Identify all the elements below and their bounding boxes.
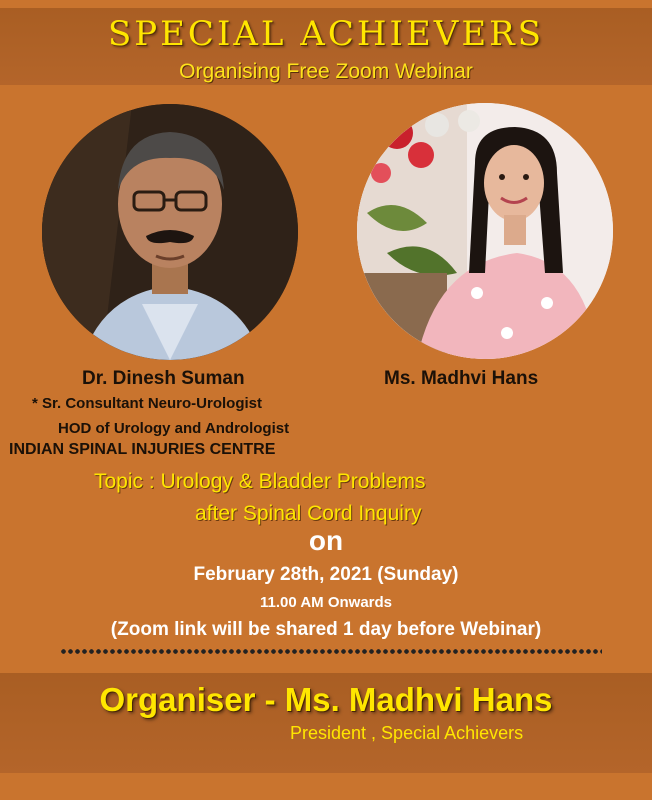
speaker-credential: INDIAN SPINAL INJURIES CENTRE (9, 441, 276, 458)
page-title: SPECIAL ACHIEVERS (107, 14, 545, 54)
dotted-divider (60, 648, 602, 655)
speaker-name-dinesh-suman: Dr. Dinesh Suman (82, 368, 245, 389)
speaker-name-madhvi-hans: Ms. Madhvi Hans (384, 368, 539, 389)
topic-line: Topic : Urology & Bladder Problems (94, 470, 426, 493)
organiser-role: President , Special Achievers (290, 723, 524, 743)
on-label: on (308, 525, 344, 556)
organiser-line: Organiser - Ms. Madhvi Hans (99, 681, 553, 718)
speaker-photo-madhvi-hans (357, 103, 613, 359)
speaker-credential: HOD of Urology and Andrologist (58, 420, 290, 437)
speaker-photo-dinesh-suman (42, 104, 298, 360)
zoom-link-note: (Zoom link will be shared 1 day before Webinar) (110, 619, 542, 640)
speaker-credential: * Sr. Consultant Neuro-Urologist (32, 395, 263, 412)
page-subtitle: Organising Free Zoom Webinar (179, 60, 473, 83)
event-date: February 28th, 2021 (Sunday) (193, 564, 459, 585)
event-time: 11.00 AM Onwards (260, 594, 392, 611)
topic-line: after Spinal Cord Inquiry (195, 502, 422, 525)
